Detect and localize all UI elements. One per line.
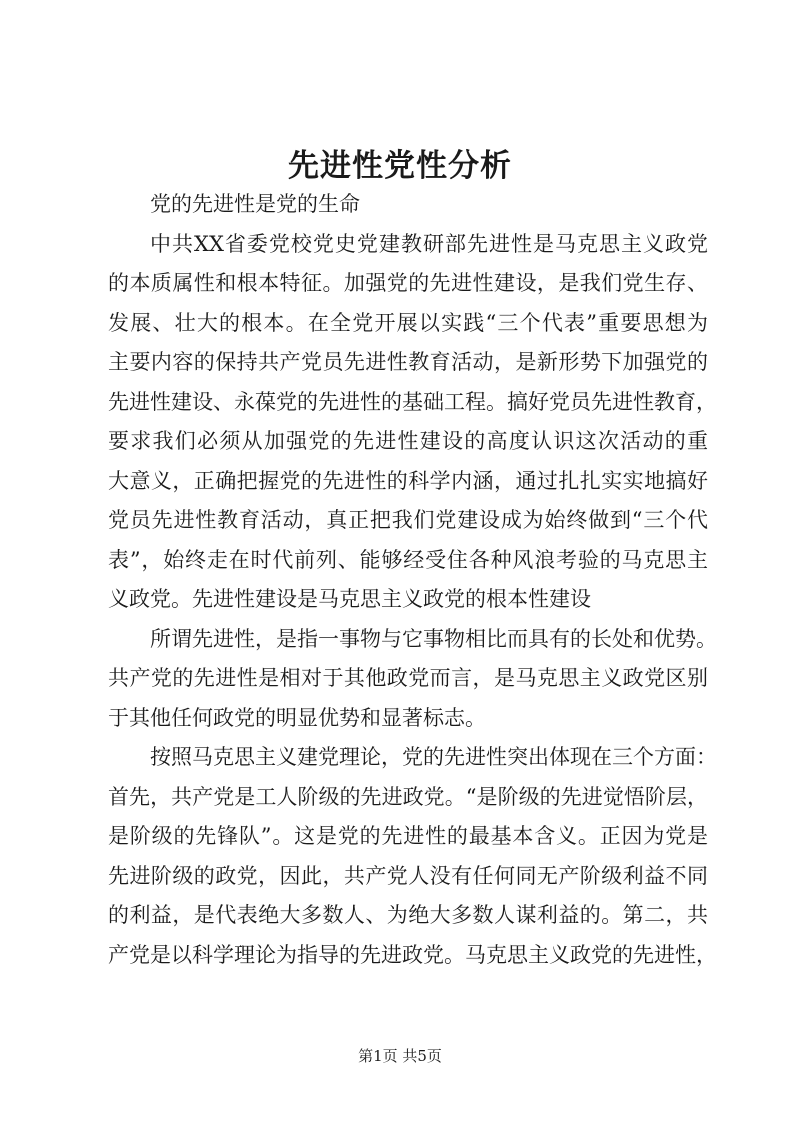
text-line: 的利益，是代表绝大多数人、为绝大多数人谋利益的。第二，共 bbox=[108, 903, 708, 927]
text-line: 于其他任何政党的明显优势和显著标志。 bbox=[108, 705, 486, 730]
text-line: 所谓先进性，是指一事物与它事物相比而具有的长处和优势。 bbox=[150, 626, 717, 651]
text-line: 党员先进性教育活动，真正把我们党建设成为始终做到“三个代 bbox=[108, 508, 708, 532]
text-line: 是阶级的先锋队”。这是党的先进性的最基本含义。正因为党是 bbox=[108, 824, 708, 848]
text-line: 首先，共产党是工人阶级的先进政党。“是阶级的先进觉悟阶层， bbox=[108, 784, 708, 809]
text-line: 先进性建设、永葆党的先进性的基础工程。搞好党员先进性教育， bbox=[108, 389, 717, 414]
text-line: 中共XX省委党校党史党建教研部先进性是马克思主义政党 bbox=[150, 231, 708, 256]
text-line: 党的先进性是党的生命 bbox=[150, 192, 360, 216]
text-line: 发展、壮大的根本。在全党开展以实践“三个代表”重要思想为 bbox=[108, 310, 708, 335]
text-line: 义政党。先进性建设是马克思主义政党的根本性建设 bbox=[108, 587, 591, 611]
text-line: 先进阶级的政党，因此，共产党人没有任何同无产阶级利益不同 bbox=[108, 863, 708, 888]
text-line: 共产党的先进性是相对于其他政党而言，是马克思主义政党区别 bbox=[108, 666, 708, 690]
text-line: 产党是以科学理论为指导的先进政党。马克思主义政党的先进性， bbox=[108, 942, 717, 967]
text-line: 大意义，正确把握党的先进性的科学内涵，通过扎扎实实地搞好 bbox=[108, 468, 708, 493]
page-footer: 第1页 共5页 bbox=[358, 1047, 442, 1065]
document-title: 先进性党性分析 bbox=[288, 148, 512, 184]
text-line: 主要内容的保持共产党员先进性教育活动，是新形势下加强党的 bbox=[108, 350, 708, 374]
text-line: 按照马克思主义建党理论，党的先进性突出体现在三个方面： bbox=[150, 745, 717, 769]
text-line: 表”，始终走在时代前列、能够经受住各种风浪考验的马克思主 bbox=[108, 547, 708, 572]
document-body bbox=[108, 185, 717, 975]
text-line: 的本质属性和根本特征。加强党的先进性建设，是我们党生存、 bbox=[108, 271, 708, 295]
text-line: 要求我们必须从加强党的先进性建设的高度认识这次活动的重 bbox=[108, 429, 708, 453]
